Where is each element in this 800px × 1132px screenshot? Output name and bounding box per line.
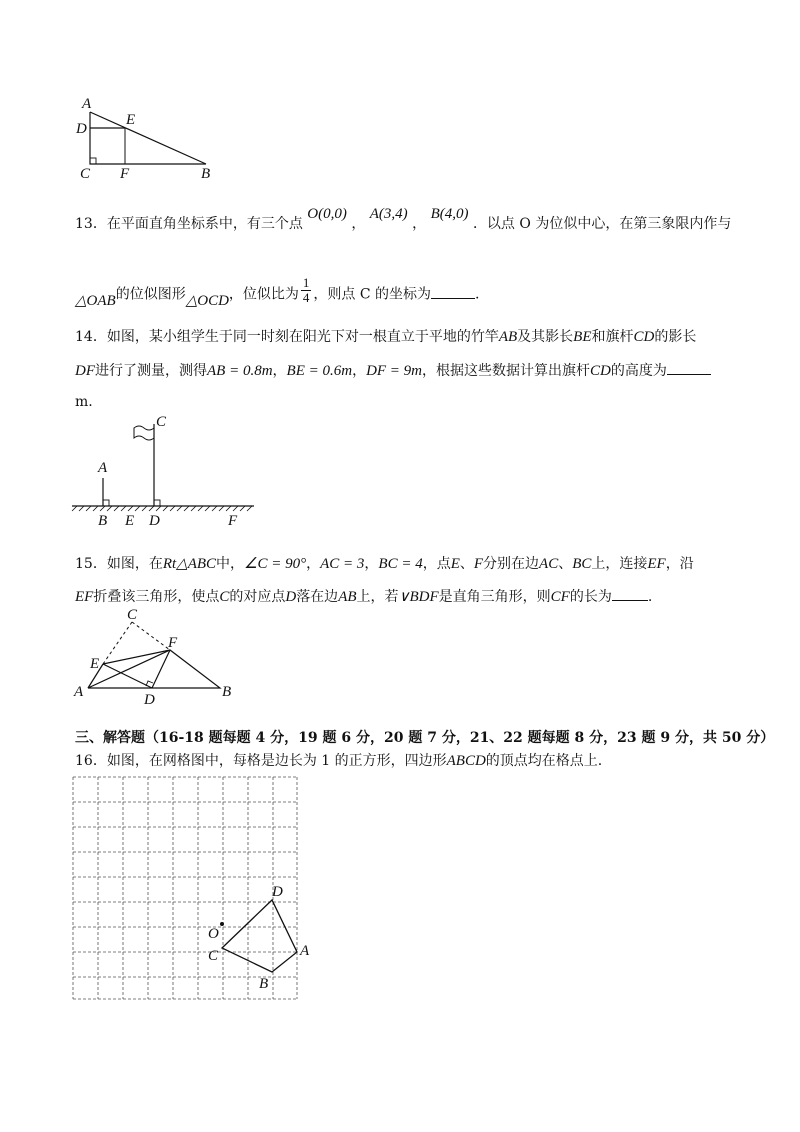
answer-blank-13[interactable] [431,284,475,299]
value-ab: AB = 0.8m [207,363,273,379]
var-ac: AC [539,556,559,572]
segment-df [152,650,170,688]
q13-sep2: ， [412,216,427,232]
figure-q12 [70,90,230,185]
var-c: C [219,589,230,605]
var-be: BE [573,329,592,345]
triangle-oab: △OAB [75,292,116,309]
dashed-ec [103,622,132,664]
flag-icon [134,426,154,440]
label-b: B [222,684,232,700]
section-3-heading: 三、解答题（16-18 题每题 4 分，19 题 6 分，20 题 7 分，21、22 题每题 8 分，23 题 9 分，共 50 分） [75,730,775,746]
label-c: C [80,166,91,182]
var-bc: BC [572,556,592,572]
label-o: O [208,926,219,942]
ratio-fraction [301,276,312,305]
value-be: BE = 0.6m [286,363,353,379]
q16-text-a: 16．如图，在网格图中，每格是边长为 1 的正方形，四边形 [75,753,447,769]
figure-q15 [70,608,245,708]
question-14-line1 [75,327,696,347]
var-ef-2: EF [75,589,94,605]
triangle-bdf: ∨BDF [398,589,439,605]
var-ab: AB [338,589,357,605]
question-16 [75,751,602,771]
q15-l2c: 落在边 [296,589,339,605]
fraction-denominator: 4 [302,290,310,305]
q13-ratio-text: ，位似比为 [228,286,299,303]
label-c: C [208,948,219,964]
q15-l1d: 分别在边 [483,556,540,572]
question-14-line2 [75,360,711,381]
label-d: D [76,121,87,137]
label-b: B [98,513,108,529]
q15-l2f: 的长为 [569,589,612,605]
q13-mid: 的位似图形 [115,286,186,303]
grid-lines [73,777,297,999]
q13-dot: . [475,286,480,303]
q14-c2: ， [352,363,367,379]
segment-ab [90,112,206,164]
q14-height: 的高度为 [610,363,667,379]
angle-c: ∠C = 90° [244,556,307,572]
value-bc: BC = 4 [378,556,423,572]
label-a: A [300,943,310,959]
q15-l2a: 折叠该三角形，使点 [93,589,220,605]
right-angle-mark [90,158,96,164]
fraction-numerator: 1 [302,275,310,290]
var-cd: CD [633,329,655,345]
point-a: A(3,4) [369,206,408,222]
label-d: D [272,884,283,900]
q15-c2: ， [364,556,379,572]
label-b: B [201,166,211,182]
q13-intro: 13．在平面直角坐标系中，有三个点 [75,216,303,232]
q15-l1b: 中， [216,556,245,572]
label-c: C [127,608,138,623]
var-df: DF [75,363,95,379]
var-ef: EF [647,556,666,572]
label-e: E [125,513,135,529]
q15-l2d: 上，若 [356,589,399,605]
q15-l1e: 上，连接 [591,556,648,572]
q14-shadow: 的影长 [654,329,697,345]
q14-measured: 进行了测量，测得 [95,363,207,379]
label-d: D [149,513,160,529]
label-f: F [120,166,130,182]
figure-q16-grid [68,772,318,1004]
right-angle-mark-d [154,500,160,506]
label-f: F [228,513,238,529]
quadrilateral-abcd: ABCD [446,753,486,769]
q15-l1a: 15．如图，在 [75,556,163,572]
label-a: A [82,96,92,112]
q13-sep1: ， [351,216,366,232]
q15-l2e: 是直角三角形，则 [438,589,551,605]
q15-l2b: 的对应点 [229,589,286,605]
triangle-abc [88,650,220,688]
var-d: D [285,589,297,605]
q14-line1a: 14．如图，某小组学生于同一时刻在阳光下对一根直立于平地的竹竿 [75,329,499,345]
value-ac: AC = 3 [320,556,365,572]
q15-dot: . [647,589,653,605]
var-e: E [450,556,460,572]
q15-c1: ， [306,556,321,572]
q14-and-shadow: 及其影长 [517,329,574,345]
q13-tail: ．以点 O 为位似中心，在第三象限内作与 [472,216,732,232]
value-df: DF = 9m [366,363,423,379]
question-13-line2 [75,275,480,309]
q14-calc: ，根据这些数据计算出旗杆 [422,363,591,379]
segment-ef [103,650,170,664]
q15-dun2: 、 [558,556,573,572]
triangle-ocd: △OCD [185,292,229,309]
q14-unit: m. [75,394,93,410]
q16-text-b: 的顶点均在格点上. [485,753,603,769]
triangle-rt-abc: Rt△ABC [162,556,217,572]
label-d: D [144,692,155,708]
point-o: O(0,0) [307,206,347,222]
q15-l1f: ，沿 [665,556,694,572]
var-cf: CF [550,589,570,605]
label-e: E [126,112,136,128]
right-angle-mark-b [103,500,109,506]
var-cd-2: CD [590,363,611,379]
label-f: F [168,635,178,651]
q14-c1: ， [272,363,287,379]
var-f: F [473,556,484,572]
question-14-line3 [75,392,93,412]
q14-and-pole: 和旗杆 [591,329,634,345]
q13-end: ，则点 C 的坐标为 [313,286,432,303]
label-a: A [74,684,84,700]
segment-ed [103,664,152,688]
question-13-line1 [75,206,732,234]
quadrilateral-outline [222,900,297,972]
q15-dun: 、 [459,556,474,572]
center-point-o [220,922,224,926]
label-a: A [98,460,108,476]
q15-l1c: ，点 [422,556,451,572]
question-15-line1 [75,554,694,574]
label-e: E [90,656,100,672]
label-b: B [259,976,269,992]
dashed-cf [132,622,170,650]
label-c: C [156,414,167,430]
var-ab: AB [498,329,518,345]
answer-blank-14[interactable] [667,360,711,375]
ground-hatching [72,506,252,511]
figure-q14 [68,410,258,530]
question-15-line2 [75,586,652,607]
answer-blank-15[interactable] [612,586,648,601]
point-b: B(4,0) [430,206,469,222]
